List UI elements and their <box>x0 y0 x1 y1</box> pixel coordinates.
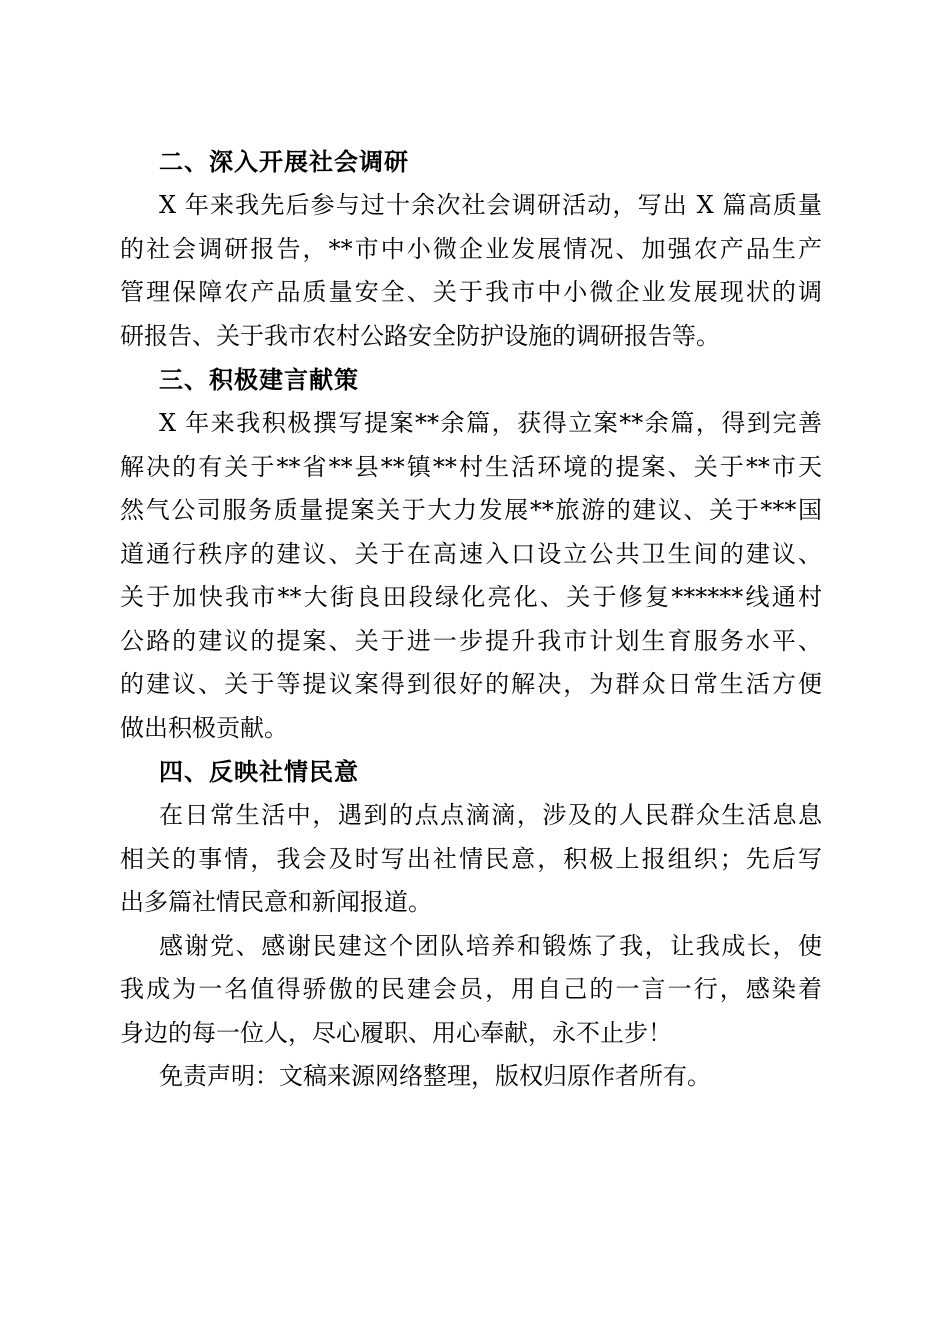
text-line: 相关的事情，我会及时写出社情民意，积极上报组织；先后写 <box>120 844 822 873</box>
text-line: X 年来我积极撰写提案**余篇，获得立案**余篇，得到完善 <box>159 409 822 437</box>
paragraph-public-opinion <box>120 794 822 925</box>
text-line: 免责声明：文稿来源网络整理，版权归原作者所有。 <box>159 1062 711 1090</box>
text-line: 出多篇社情民意和新闻报道。 <box>120 888 432 916</box>
text-line: 做出积极贡献。 <box>120 713 288 742</box>
text-line: 我成为一名值得骄傲的民建会员，用自己的一言一行，感染着 <box>120 975 822 1003</box>
text-line: 的建议、关于等提议案得到很好的解决，为群众日常生活方便 <box>120 670 822 698</box>
text-line: X 年来我先后参与过十余次社会调研活动，写出 X 篇高质量 <box>159 191 822 219</box>
text-line: 关于加快我市**大街良田段绿化亮化、关于修复******线通村 <box>120 583 822 611</box>
paragraph-social-research <box>120 184 822 358</box>
document-body <box>120 140 822 1099</box>
text-line: 道通行秩序的建议、关于在高速入口设立公共卫生间的建议、 <box>120 539 822 568</box>
paragraph-disclaimer <box>120 1055 822 1099</box>
text-line: 解决的有关于**省**县**镇**村生活环境的提案、关于**市天 <box>120 452 822 481</box>
section-heading-proposals: 三、积极建言献策 <box>159 366 359 394</box>
text-line: 管理保障农产品质量安全、关于我市中小微企业发展现状的调 <box>120 278 822 306</box>
text-line: 在日常生活中，遇到的点点滴滴，涉及的人民群众生活息息 <box>159 801 822 829</box>
section-heading-public-opinion: 四、反映社情民意 <box>159 758 359 786</box>
text-line: 公路的建议的提案、关于进一步提升我市计划生育服务水平、 <box>120 626 822 655</box>
text-line: 研报告、关于我市农村公路安全防护设施的调研报告等。 <box>120 321 720 350</box>
section-heading-social-research: 二、深入开展社会调研 <box>159 148 409 176</box>
paragraph-acknowledgement <box>120 925 822 1056</box>
paragraph-proposals <box>120 402 822 750</box>
text-line: 然气公司服务质量提案关于大力发展**旅游的建议、关于***国 <box>120 496 822 524</box>
text-line: 身边的每一位人，尽心履职、用心奉献，永不止步！ <box>120 1018 672 1047</box>
text-line: 感谢党、感谢民建这个团队培养和锻炼了我，让我成长，使 <box>159 931 822 960</box>
text-line: 的社会调研报告，**市中小微企业发展情况、加强农产品生产 <box>120 234 822 263</box>
